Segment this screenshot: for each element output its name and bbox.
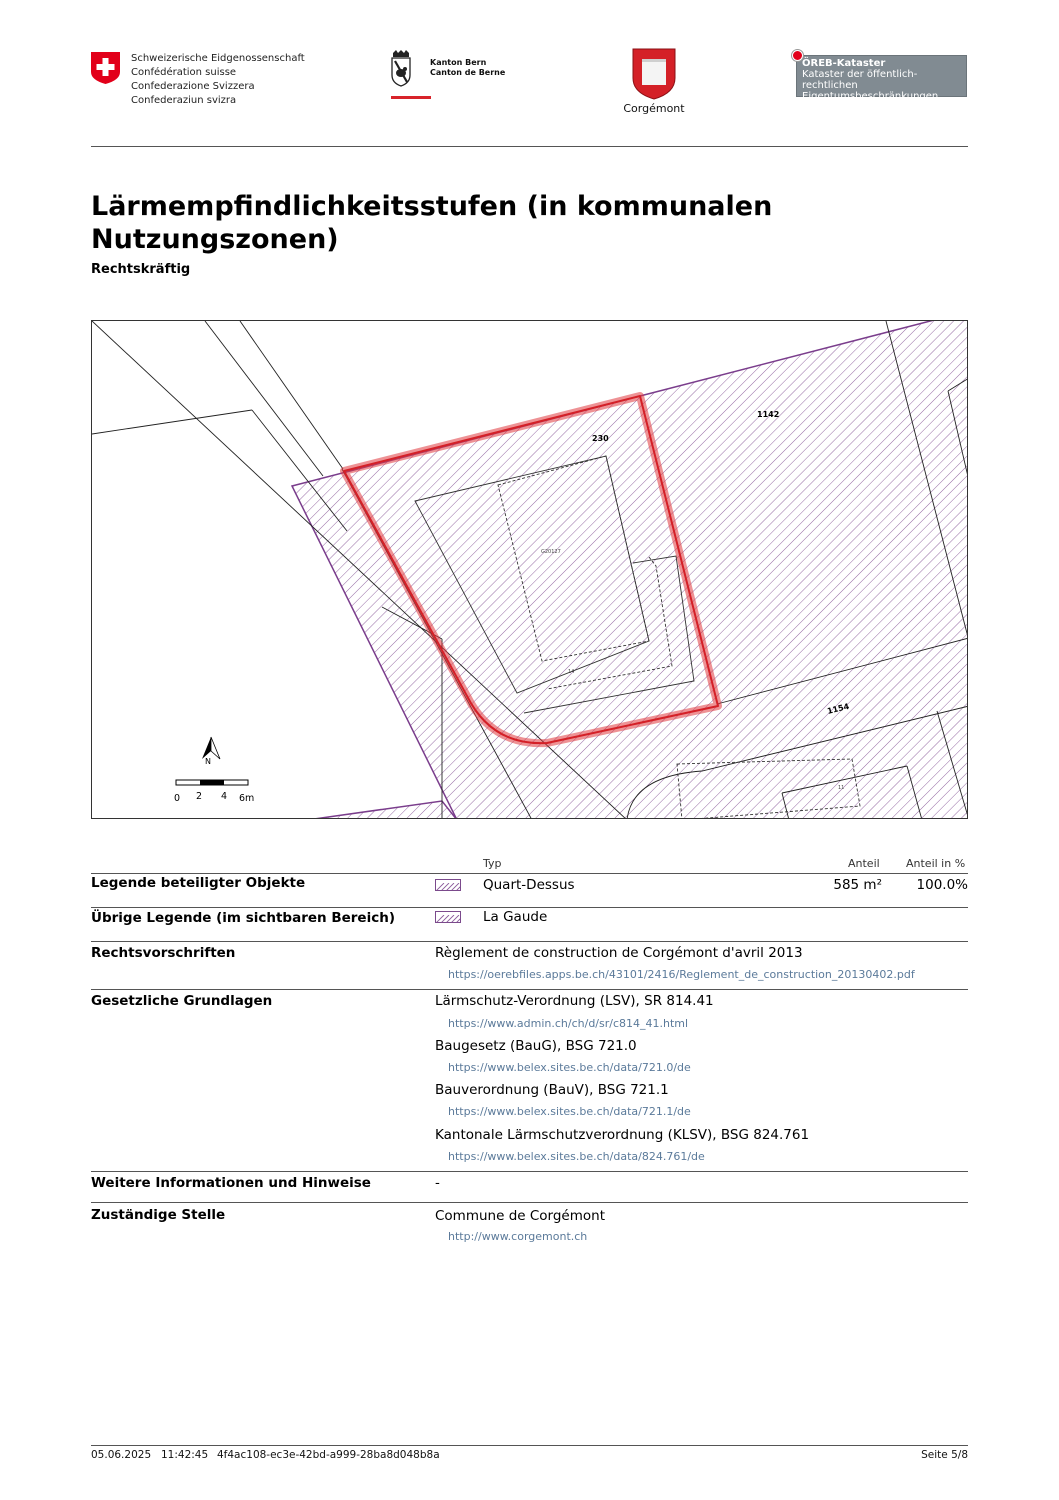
corgemont-coat-of-arms-icon bbox=[632, 48, 676, 100]
grundlage-link[interactable]: https://www.belex.sites.be.ch/data/824.761/de bbox=[448, 1150, 705, 1163]
table-divider bbox=[91, 873, 968, 874]
zone-la-gaude bbox=[307, 801, 457, 819]
legend-beteiligte-label: Legende beteiligter Objekte bbox=[91, 875, 306, 891]
grundlage-title: Baugesetz (BauG), BSG 721.0 bbox=[435, 1038, 637, 1054]
grundlagen-label: Gesetzliche Grundlagen bbox=[91, 993, 273, 1009]
scale-label: 0 bbox=[174, 793, 181, 804]
footer-page-number: Seite 5/8 bbox=[921, 1449, 968, 1461]
scale-label: 6m bbox=[239, 793, 255, 804]
scale-label: 4 bbox=[221, 791, 228, 802]
zustaendige-stelle-label: Zuständige Stelle bbox=[91, 1207, 226, 1223]
table-divider bbox=[91, 941, 968, 942]
legend-beteiligte-anteil-pct: 100.0% bbox=[916, 877, 968, 893]
column-header-typ: Typ bbox=[483, 857, 502, 870]
north-arrow-icon bbox=[202, 737, 220, 759]
legend-beteiligte-typ: Quart-Dessus bbox=[483, 877, 575, 893]
legend-beteiligte-anteil: 585 m² bbox=[833, 877, 882, 893]
parcel-label: 1142 bbox=[757, 410, 780, 419]
footer-divider bbox=[91, 1445, 968, 1446]
grundlage-title: Bauverordnung (BauV), BSG 721.1 bbox=[435, 1082, 669, 1098]
legend-uebrige-typ: La Gaude bbox=[483, 909, 548, 925]
confederation-line: Confédération suisse bbox=[131, 67, 237, 78]
legend-uebrige-label: Übrige Legende (im sichtbaren Bereich) bbox=[91, 910, 396, 926]
zustaendige-stelle-value: Commune de Corgémont bbox=[435, 1208, 605, 1224]
confederation-line: Schweizerische Eidgenossenschaft bbox=[131, 53, 305, 64]
municipality-name: Corgémont bbox=[623, 102, 685, 115]
confederation-line: Confederazione Svizzera bbox=[131, 81, 255, 92]
oereb-subtitle-line: Eigentumsbeschränkungen bbox=[802, 91, 939, 102]
weitere-info-label: Weitere Informationen und Hinweise bbox=[91, 1175, 371, 1191]
footer-document-id: 4f4ac108-ec3e-42bd-a999-28ba8d048b8a bbox=[217, 1449, 440, 1461]
map-canvas bbox=[92, 321, 968, 819]
table-divider bbox=[91, 1202, 968, 1203]
canton-line: Canton de Berne bbox=[430, 68, 506, 77]
footer-date: 05.06.2025 bbox=[91, 1449, 152, 1461]
canton-line: Kanton Bern bbox=[430, 58, 487, 67]
building-number-label: 14 bbox=[568, 669, 575, 675]
hatch-swatch-icon bbox=[435, 879, 461, 891]
bern-coat-of-arms-icon bbox=[391, 49, 411, 87]
weitere-info-value: - bbox=[435, 1175, 440, 1191]
legal-status: Rechtskräftig bbox=[91, 262, 191, 277]
swiss-cross-icon bbox=[91, 52, 120, 84]
table-divider bbox=[91, 989, 968, 990]
oereb-subtitle-line: Kataster der öffentlich-rechtlichen bbox=[802, 69, 918, 91]
oereb-marker-icon bbox=[792, 50, 803, 61]
rechtsvorschrift-title: Règlement de construction de Corgémont d'avril 2013 bbox=[435, 945, 803, 961]
grundlage-link[interactable]: https://www.belex.sites.be.ch/data/721.0/de bbox=[448, 1061, 691, 1074]
hatch-swatch-icon bbox=[435, 911, 461, 923]
parcel-label: 230 bbox=[592, 434, 609, 443]
confederation-line: Confederaziun svizra bbox=[131, 95, 237, 106]
scale-label: 2 bbox=[196, 791, 203, 802]
grundlage-title: Kantonale Lärmschutzverordnung (KLSV), BSG 824.761 bbox=[435, 1127, 810, 1143]
footer-time: 11:42:45 bbox=[161, 1449, 209, 1461]
table-divider bbox=[91, 1171, 968, 1172]
building-number-label: 11 bbox=[838, 785, 845, 791]
grundlage-link[interactable]: https://www.admin.ch/ch/d/sr/c814_41.html bbox=[448, 1017, 689, 1030]
rechtsvorschrift-link[interactable]: https://oerebfiles.apps.be.ch/43101/2416/Reglement_de_construction_20130402.pdf bbox=[448, 968, 915, 981]
canton-accent-bar bbox=[391, 96, 431, 99]
oereb-cadastre-logo bbox=[796, 55, 967, 102]
column-header-anteil: Anteil bbox=[848, 857, 880, 870]
map-view[interactable] bbox=[91, 320, 968, 819]
canton-text bbox=[430, 58, 505, 78]
grundlage-title: Lärmschutz-Verordnung (LSV), SR 814.41 bbox=[435, 993, 714, 1009]
confederation-text bbox=[131, 52, 305, 108]
grundlage-link[interactable]: https://www.belex.sites.be.ch/data/721.1/de bbox=[448, 1105, 691, 1118]
north-label: N bbox=[205, 757, 211, 766]
building-label: G20127 bbox=[541, 549, 561, 555]
table-divider bbox=[91, 907, 968, 908]
page-title: Lärmempfindlichkeitsstufen (in kommunalen Nutzungszonen) bbox=[91, 191, 773, 255]
zustaendige-stelle-link[interactable]: http://www.corgemont.ch bbox=[448, 1230, 588, 1243]
scale-bar bbox=[176, 780, 248, 785]
parcel-label: 1154 bbox=[826, 701, 851, 716]
oereb-title: ÖREB-Kataster bbox=[802, 58, 886, 69]
rechtsvorschriften-label: Rechtsvorschriften bbox=[91, 945, 236, 961]
header-divider bbox=[91, 146, 968, 147]
column-header-anteil-pct: Anteil in % bbox=[906, 857, 966, 870]
